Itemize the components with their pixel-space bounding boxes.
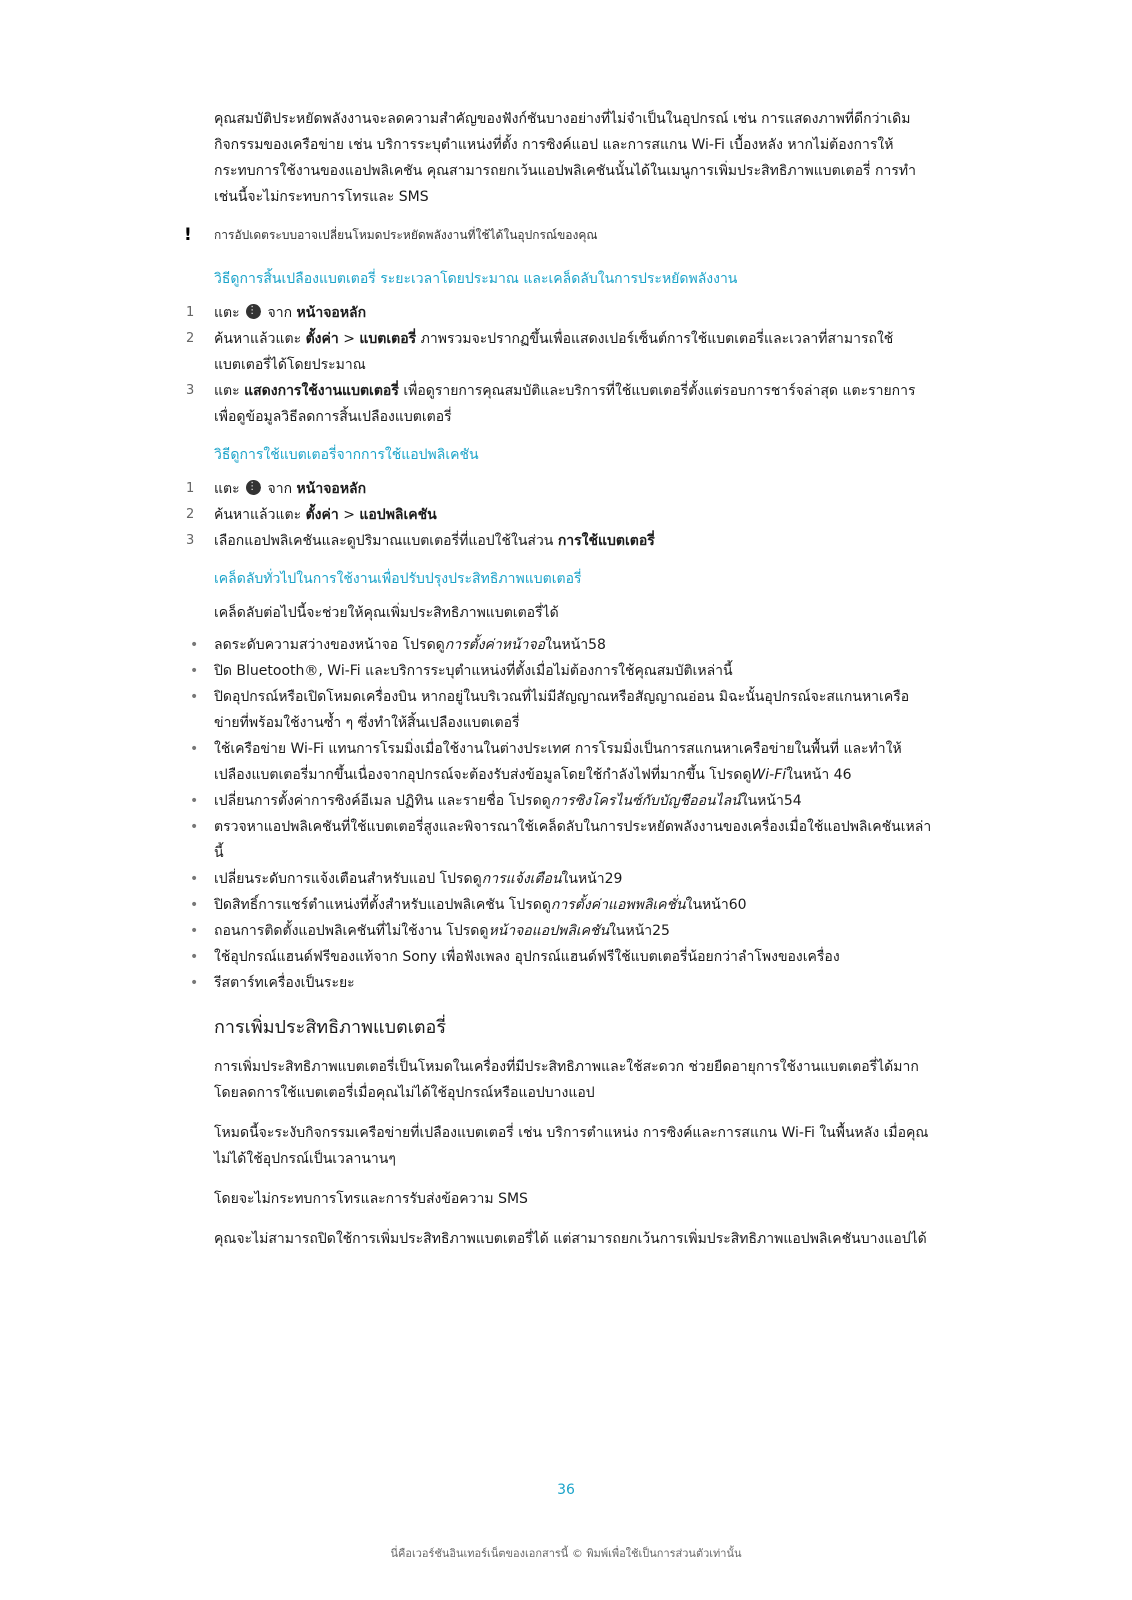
step-text: แตะ [214,305,240,321]
tip-item [190,814,934,866]
tip-cross-reference-link[interactable]: หน้าจอแอปพลิเคชัน [488,923,610,939]
intro-paragraph: คุณสมบัติประหยัดพลังงานจะลดความสำคัญของฟังก์ชันบางอย่างที่ไม่จำเป็นในอุปกรณ์ เช่น การแสดงภาพที่ดีกว่าเดิม กิจกรรมของเครือข่าย เช่น บริการระบุตำแหน่งที่ตั้ง การซิงค์แอป และการสแกน Wi-Fi เบื้องหลัง หากไม่ต้องการให้กระทบการใช้งานของแอปพลิเคชัน คุณสามารถยกเว้นแอปพลิเคชันนั้นได้ในเมนูการเพิ่มประสิทธิภาพแบตเตอรี่ การทำเช่นนี้จะไม่กระทบการโทรและ SMS [214,111,916,205]
tip-text: ปิดอุปกรณ์หรือเปิดโหมดเครื่องบิน หากอยู่ในบริเวณที่ไม่มีสัญญาณหรือสัญญาณอ่อน มิฉะนั้นอุปกรณ์จะสแกนหาเครือข่ายที่พร้อมใช้งานซ้ำ ๆ ซึ่งทำให้สิ้นเปลืองแบตเตอรี่ [214,689,910,731]
tip-item [190,944,934,970]
tip-page-ref: ในหน้า 46 [786,767,852,783]
step-item [186,300,934,326]
apps-grid-icon [246,304,261,319]
step-text: ภาพรวมจะปรากฏขึ้นเพื่อแสดงเปอร์เซ็นต์การใช้แบตเตอรี่และเวลาที่สามารถใช้แบตเตอรี่ได้โดยประมาณ [214,331,894,373]
section-heading-battery-usage: วิธีดูการสิ้นเปลืองแบตเตอรี่ ระยะเวลาโดยประมาณ และเคล็ดลับในการประหยัดพลังงาน [214,271,738,287]
step-number: 3 [186,383,195,398]
tip-text: ใช้เครือข่าย Wi-Fi แทนการโรมมิ่งเมื่อใช้งานในต่างประเทศ การโรมมิ่งเป็นการสแกนหาเครือข่ายในพื้นที่ และทำให้เปลืองแบตเตอรี่มากขึ้นเนื่องจากอุปกรณ์จะต้องรับส่งข้อมูลโดยใช้กำลังไฟที่มากขึ้น โปรดดู [214,741,902,783]
optimization-paragraph: คุณจะไม่สามารถปิดใช้การเพิ่มประสิทธิภาพแบตเตอรี่ได้ แต่สามารถยกเว้นการเพิ่มประสิทธิภาพแอปพลิเคชันบางแอปได้ [214,1231,927,1247]
bullet-icon: • [190,897,199,913]
section-heading-app-battery: วิธีดูการใช้แบตเตอรี่จากการใช้แอปพลิเคชัน [214,447,479,463]
tips-list [190,632,934,996]
bullet-icon: • [190,689,199,705]
step-text: ค้นหาแล้วแตะ [214,331,302,347]
exclamation-icon: ! [184,225,192,245]
optimization-paragraph: การเพิ่มประสิทธิภาพแบตเตอรี่เป็นโหมดในเครื่องที่มีประสิทธิภาพและใช้สะดวก ช่วยยืดอายุการใช้งานแบตเตอรี่ได้มากโดยลดการใช้แบตเตอรี่เมื่อคุณไม่ได้ใช้อุปกรณ์หรือแอปบางแอป [214,1059,919,1101]
tip-cross-reference-link[interactable]: การตั้งค่าแอพพลิเคชั่น [550,897,686,913]
tip-item [190,684,934,736]
tip-text: เปลี่ยนการตั้งค่าการซิงค์อีเมล ปฏิทิน และรายชื่อ โปรดดู [214,793,551,809]
step-text: แตะ [214,383,240,399]
page-number: 36 [557,1482,575,1498]
note-box [184,224,934,246]
step-text: จาก [267,481,293,497]
tip-item [190,892,934,918]
tip-page-ref: ในหน้า58 [545,637,606,653]
step-text: แตะ [214,481,240,497]
step-number: 2 [186,507,195,522]
step-number: 3 [186,533,195,548]
optimization-paragraph: โหมดนี้จะระงับกิจกรรมเครือข่ายที่เปลืองแบตเตอรี่ เช่น บริการตำแหน่ง การซิงค์และการสแกน Wi-Fi ในพื้นหลัง เมื่อคุณไม่ได้ใช้อุปกรณ์เป็นเวลานานๆ [214,1125,929,1167]
step-text: จาก [267,305,293,321]
bullet-icon: • [190,819,199,835]
section-heading-battery-tips: เคล็ดลับทั่วไปในการใช้งานเพื่อปรับปรุงประสิทธิภาพแบตเตอรี่ [214,571,582,587]
step-item [186,502,934,528]
bullet-icon: • [190,741,199,757]
tip-page-ref: ในหน้า54 [740,793,802,809]
bullet-icon: • [190,637,199,653]
step-separator: > [343,331,355,347]
step-text: ค้นหาแล้วแตะ [214,507,302,523]
tip-text: ปิดสิทธิ์การแชร์ตำแหน่งที่ตั้งสำหรับแอปพลิเคชัน โปรดดู [214,897,551,913]
step-text: เลือกแอปพลิเคชันและดูปริมาณแบตเตอรี่ที่แอปใช้ในส่วน [214,533,554,549]
step-bold-text: หน้าจอหลัก [296,305,367,321]
tip-text: ถอนการติดตั้งแอปพลิเคชันที่ไม่ใช้งาน โปรดดู [214,923,489,939]
step-item [186,476,934,502]
step-item [186,326,934,378]
tip-item [190,970,934,996]
bullet-icon: • [190,793,199,809]
step-bold-text: การใช้แบตเตอรี่ [557,533,655,549]
step-item [186,378,934,430]
step-bold-text: แอปพลิเคชัน [359,507,437,523]
document-body [184,106,934,1266]
bullet-icon: • [190,663,199,679]
tip-cross-reference-link[interactable]: การแจ้งเตือน [481,871,562,887]
step-number: 2 [186,331,195,346]
tip-item [190,736,934,788]
tip-page-ref: ในหน้า25 [609,923,670,939]
tip-item [190,918,934,944]
step-text: เพื่อดูรายการคุณสมบัติและบริการที่ใช้แบตเตอรี่ตั้งแต่รอบการชาร์จล่าสุด แตะรายการเพื่อดูข้อมูลวิธีลดการสิ้นเปลืองแบตเตอรี่ [214,383,916,425]
step-item [186,528,934,554]
tip-cross-reference-link[interactable]: การซิงโครไนซ์กับบัญชีออนไลน์ [550,793,741,809]
footer-note: นี่คือเวอร์ชันอินเทอร์เน็ตของเอกสารนี้ © พิมพ์เพื่อใช้เป็นการส่วนตัวเท่านั้น [390,1547,742,1560]
step-bold-text: ตั้งค่า [305,507,339,523]
steps-list-app-battery [186,476,934,554]
tip-text: ตรวจหาแอปพลิเคชันที่ใช้แบตเตอรี่สูงและพิจารณาใช้เคล็ดลับในการประหยัดพลังงานของเครื่องเมื่อใช้แอปพลิเคชันเหล่านี้ [214,819,932,861]
step-bold-text: หน้าจอหลัก [296,481,367,497]
step-bold-text: แบตเตอรี่ [359,331,417,347]
apps-grid-icon [246,480,261,495]
step-number: 1 [186,481,195,496]
step-separator: > [343,507,355,523]
tip-item [190,632,934,658]
tip-text: ลดระดับความสว่างของหน้าจอ โปรดดู [214,637,445,653]
tips-intro: เคล็ดลับต่อไปนี้จะช่วยให้คุณเพิ่มประสิทธิภาพแบตเตอรี่ได้ [214,605,559,621]
tip-text: ใช้อุปกรณ์แฮนด์ฟรีของแท้จาก Sony เพื่อฟังเพลง อุปกรณ์แฮนด์ฟรีใช้แบตเตอรี่น้อยกว่าลำโพงของเครื่อง [214,949,840,965]
tip-text: รีสตาร์ทเครื่องเป็นระยะ [214,975,355,991]
battery-optimization-title: การเพิ่มประสิทธิภาพแบตเตอรี่ [214,1017,447,1038]
step-bold-text: แสดงการใช้งานแบตเตอรี่ [244,383,399,399]
optimization-paragraph: โดยจะไม่กระทบการโทรและการรับส่งข้อความ SMS [214,1191,528,1207]
tip-page-ref: ในหน้า29 [561,871,623,887]
tip-page-ref: ในหน้า60 [685,897,747,913]
tip-item [190,866,934,892]
steps-list-battery-usage [186,300,934,430]
bullet-icon: • [190,949,199,965]
note-text: การอัปเดตระบบอาจเปลี่ยนโหมดประหยัดพลังงานที่ใช้ได้ในอุปกรณ์ของคุณ [214,228,598,242]
tip-item [190,788,934,814]
tip-item [190,658,934,684]
tip-text: เปลี่ยนระดับการแจ้งเตือนสำหรับแอป โปรดดู [214,871,482,887]
tip-cross-reference-link[interactable]: การตั้งค่าหน้าจอ [444,637,546,653]
bullet-icon: • [190,871,199,887]
tip-text: ปิด Bluetooth®, Wi-Fi และบริการระบุตำแหน่งที่ตั้งเมื่อไม่ต้องการใช้คุณสมบัติเหล่านี้ [214,663,733,679]
step-number: 1 [186,305,195,320]
bullet-icon: • [190,923,199,939]
tip-cross-reference-link[interactable]: Wi-Fi [751,767,787,783]
bullet-icon: • [190,975,199,991]
step-bold-text: ตั้งค่า [305,331,339,347]
